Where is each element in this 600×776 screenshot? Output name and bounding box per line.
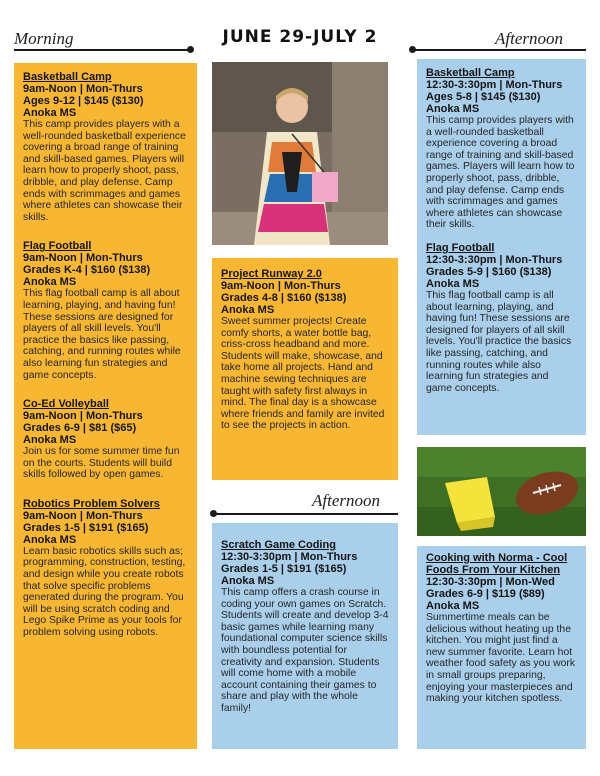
camp-location: Anoka MS — [221, 304, 275, 316]
camp-name: Flag Football — [23, 240, 92, 253]
camp-grades-price: Grades 1-5 | $191 ($165) — [23, 521, 149, 534]
camp-time: 9am-Noon | Mon-Thurs — [23, 509, 143, 522]
camp-name: Scratch Game Coding — [221, 539, 336, 551]
camp-location: Anoka MS — [426, 600, 480, 612]
camp-grades-price: Grades 6-9 | $81 ($65) — [23, 422, 137, 435]
camp-time: 12:30-3:30pm | Mon-Thurs — [221, 551, 358, 563]
camp-time: 12:30-3:30pm | Mon-Wed — [426, 576, 555, 588]
football-flag-graphic — [417, 447, 586, 536]
football-photo — [417, 447, 586, 536]
camp-description: Learn basic robotics skills such as; programming, construction, testing, and design while you create robots that solve specific problems generated during the program. You will be using scratch coding and Lego Spike Prime as your tools for problem solving using robots. — [23, 545, 186, 639]
morning-item-basketball — [23, 71, 188, 223]
afternoon-header-rule-center — [212, 513, 398, 515]
cooking-box — [417, 546, 586, 749]
afternoon-item-flag-football — [426, 242, 577, 394]
camp-time: 12:30-3:30pm | Mon-Thurs — [426, 79, 563, 91]
camp-time: 9am-Noon | Mon-Thurs — [23, 83, 143, 95]
camp-location: Anoka MS — [221, 575, 275, 587]
afternoon-item-basketball — [426, 67, 577, 231]
camp-grades-price: Grades 1-5 | $191 ($165) — [221, 563, 347, 575]
camp-description: This camp provides players with a well-rounded basketball experience covering a broad range of training and skill-based games. Players will learn how to properly shoot, pass, dribble, and play defense. Camp ends with scrimmages and games where athletes can showcase their skills. — [23, 119, 186, 223]
camp-grades-price: Grades 6-9 | $119 ($89) — [426, 588, 545, 600]
camp-name: Basketball Camp — [426, 67, 515, 79]
morning-header: Morning — [14, 29, 74, 48]
afternoon-header-right: Afternoon — [495, 29, 563, 48]
camp-location: Anoka MS — [426, 103, 480, 115]
camp-grades-price: Grades K-4 | $160 ($138) — [23, 264, 151, 277]
morning-header-dot — [187, 46, 194, 53]
camp-grades-price: Grades 5-9 | $160 ($138) — [426, 265, 552, 278]
camp-time: 9am-Noon | Mon-Thurs — [23, 410, 143, 423]
morning-item-volleyball — [23, 398, 188, 481]
center-item-project-runway — [221, 268, 389, 432]
morning-item-robotics — [23, 498, 188, 639]
morning-item-flag-football — [23, 240, 188, 381]
camp-grades-price: Grades 4-8 | $160 ($138) — [221, 292, 347, 304]
camp-description: Summertime meals can be delicious without heating up the kitchen. You might just find a new summer favorite. Learn hot weather food safety as you work in small groups preparing, enjoying your masterpieces and making your kitchen spotless. — [426, 612, 576, 705]
camp-time: 9am-Noon | Mon-Thurs — [221, 280, 341, 292]
afternoon-header-center: Afternoon — [312, 491, 380, 510]
morning-header-rule — [14, 49, 190, 51]
camp-location: Anoka MS — [23, 107, 77, 119]
camp-location: Anoka MS — [23, 533, 77, 546]
afternoon-column-top — [417, 59, 586, 435]
camp-time: 12:30-3:30pm | Mon-Thurs — [426, 253, 563, 266]
project-runway-box — [212, 258, 398, 480]
camp-description: This flag football camp is all about learning, playing, and having fun! These sessions are designed for players of all skill levels. You'll practice the basics like passing, catching, and running routes while also learning fun strategies and game concepts. — [426, 289, 572, 394]
camp-description: This camp offers a crash course in coding your own games on Scratch. Students will create and develop 3-4 basic games while learning many foundational computer science skills with boundless potential for creativity and expansion. Students will come home with a mobile account containing their games to share and play with the whole family! — [221, 587, 389, 714]
camp-grades-price: Ages 9-12 | $145 ($130) — [23, 95, 144, 107]
scratch-coding-box — [212, 523, 398, 749]
camp-name: Cooking with Norma - Cool Foods From Your Kitchen — [426, 552, 568, 576]
morning-column — [14, 63, 197, 749]
camp-grades-price: Ages 5-8 | $145 ($130) — [426, 91, 541, 103]
student-photo-graphic — [212, 62, 388, 245]
afternoon-item-cooking — [426, 552, 577, 705]
afternoon-header-dot-center — [210, 510, 217, 517]
afternoon-header-dot-right — [409, 46, 416, 53]
project-runway-photo — [212, 62, 388, 245]
camp-description: This camp provides players with a well-rounded basketball experience covering a broad range of training and skill-based games. Players will learn how to properly shoot, pass, dribble, and play defense. Camp ends with scrimmages and games where athletes can showcase their skills. — [426, 115, 575, 231]
camp-location: Anoka MS — [23, 434, 77, 447]
camp-name: Flag Football — [426, 241, 495, 254]
camp-description: Sweet summer projects! Create comfy shorts, a water bottle bag, criss-cross headband and more. Students will make, showcase, and take home all projects. Hand and machine sewing techniques are taught with safety first always in mind. The final day is a showcase where friends and family are invited to see the projects in action. — [221, 316, 385, 432]
camp-location: Anoka MS — [23, 276, 77, 289]
page-title: JUNE 29-JULY 2 — [222, 27, 378, 47]
camp-description: Join us for some summer time fun on the courts. Students will build skills followed by open games. — [23, 446, 180, 481]
camp-name: Project Runway 2.0 — [221, 268, 322, 280]
camp-name: Basketball Camp — [23, 71, 112, 83]
camp-description: This flag football camp is all about learning, playing, and having fun! These sessions are designed for players of all skill levels. You'll practice the basics like passing, catching, and running routes while also learning fun strategies and game concepts. — [23, 288, 181, 381]
camp-name: Co-Ed Volleyball — [23, 398, 109, 411]
center-item-scratch — [221, 539, 389, 715]
afternoon-header-rule-right — [412, 49, 586, 51]
camp-time: 9am-Noon | Mon-Thurs — [23, 252, 143, 265]
camp-name: Robotics Problem Solvers — [23, 497, 160, 510]
camp-location: Anoka MS — [426, 277, 480, 290]
